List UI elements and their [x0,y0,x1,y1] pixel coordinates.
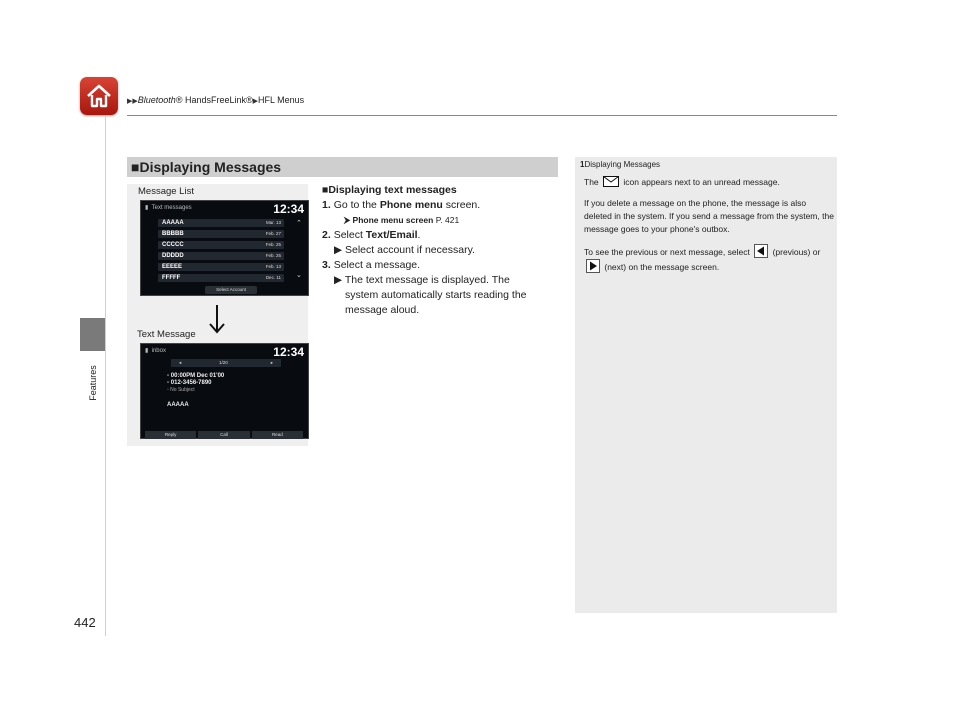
list-item[interactable]: FFFFF Dec. 11 [158,274,284,282]
step-1-reference[interactable]: ⮞ Phone menu screen P. 421 [344,215,460,225]
message-list-screen [140,200,309,296]
message-number: ▫ 012-3456-7890 [167,380,212,386]
message-actions [145,431,303,439]
chapter-tab[interactable] [80,318,105,351]
note-navigate: To see the previous or next message, select (previous) or (next) on the message screen. [584,244,834,274]
scroll-up-icon[interactable]: ⌃ [296,220,302,227]
sub-heading: ■Displaying text messages [322,184,457,196]
home-icon [85,82,113,110]
message-screen-title: ▮ inbox [145,348,166,354]
scroll-down-icon[interactable]: ⌄ [296,272,302,279]
next-icon [586,259,600,273]
breadcrumb: ▶▶Bluetooth® HandsFreeLink®▶HFL Menus [127,95,305,105]
step-2: 2. Select Text/Email. [322,229,421,241]
previous-icon [754,244,768,258]
step-3-sub-line3: message aloud. [345,304,420,316]
step-3-sub: ▶ The text message is displayed. The [334,274,510,286]
header-divider [127,115,837,116]
message-subject: ▫ No Subject [167,387,195,393]
step-3: 3. Select a message. [322,259,421,271]
breadcrumb-hfl[interactable]: ® HandsFreeLink® [175,95,253,105]
next-arrow-icon[interactable]: ▸ [270,360,273,365]
notes-title: 1Displaying Messages [580,160,661,169]
down-arrow-icon [207,303,227,335]
heading-text: Displaying Messages [139,159,282,175]
list-screen-clock: 12:34 [273,202,304,216]
chapter-label: Features [88,365,98,401]
breadcrumb-menus[interactable]: HFL Menus [258,95,305,105]
step-1: 1. Go to the Phone menu screen. [322,199,481,211]
reply-button[interactable]: Reply [145,431,196,439]
step-2-sub: ▶ Select account if necessary. [334,244,475,256]
message-body: AAAAA [167,402,189,408]
list-item[interactable]: DDDDD Feb. 25 [158,252,284,260]
list-screen-title: ▮ Text messages [145,205,192,211]
notes-body [584,176,834,282]
section-heading [127,157,558,177]
read-button[interactable]: Read [252,431,303,439]
heading-square: ■ [131,159,140,175]
notes-panel [575,157,837,613]
side-divider [105,116,106,636]
text-message-screen [140,343,309,439]
list-item[interactable]: AAAAA Mar. 13 [158,219,284,227]
list-item[interactable]: CCCCC Feb. 25 [158,241,284,249]
page-number: 442 [74,615,96,630]
list-item[interactable]: EEEEE Feb. 13 [158,263,284,271]
home-button[interactable] [80,77,118,115]
select-account-button[interactable]: Select Account [205,286,257,294]
message-time: ▫ 00:00PM Dec 01'00 [167,373,225,379]
call-button[interactable]: Call [198,431,249,439]
message-page: 1/20 [219,360,228,365]
list-item[interactable]: BBBBB Feb. 27 [158,230,284,238]
instruction-steps [322,183,562,318]
breadcrumb-bluetooth[interactable]: Bluetooth [137,95,176,105]
note-delete: If you delete a message on the phone, the message is also deleted in the system. If you send a message from the system, the message goes to your phone's outbox. [584,198,834,234]
caption-message-list: Message List [138,186,194,197]
message-screen-clock: 12:34 [273,345,304,359]
caption-text-message: Text Message [137,329,196,340]
message-nav-bar [171,359,281,367]
prev-arrow-icon[interactable]: ◂ [179,360,182,365]
step-3-sub-line2: system automatically starts reading the [345,289,527,301]
note-unread: The icon appears next to an unread message. [584,177,780,187]
envelope-icon [603,176,619,187]
